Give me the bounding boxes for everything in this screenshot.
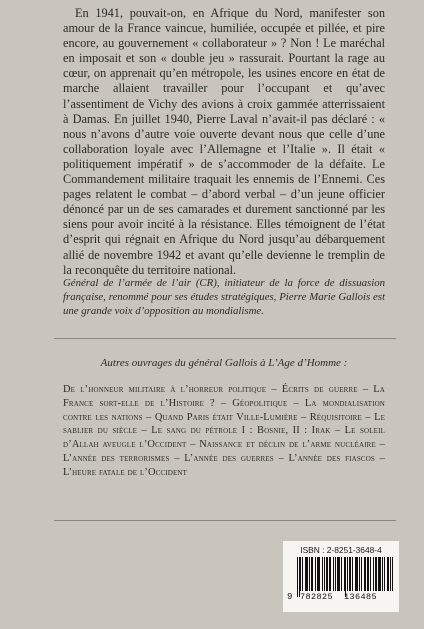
ean-first-digit: 9 (287, 592, 293, 602)
ean-digits-left: 782825 (300, 592, 334, 602)
divider-line-bottom (54, 520, 396, 521)
ean-digits-right: 136485 (344, 592, 378, 602)
divider-line (54, 338, 396, 339)
isbn-text: ISBN : 2-8251-3648-4 (300, 545, 382, 555)
barcode-block (283, 541, 399, 612)
back-cover-blurb (63, 6, 385, 278)
author-bio: Général de l’armée de l’air (CR), initiateur de la force de dissuasion française, renommé pour ses études stratégiques, Pierre Marie Gallois est une grande voix d’opposition au mondialisme. (63, 277, 385, 317)
other-works-heading: Autres ouvrages du général Gallois à L’Age d’Homme : (100, 357, 348, 369)
other-works-list: De l’honneur militaire à l’horreur politique – Écrits de guerre – La France sort-elle de l’Histoire ? – Géopolitique – La mondialisation contre les nations – Quand Paris était Ville-Lumière – Réquisitoire – Le sablier du siècle – Le sang du pétrole I : Bosnie, II : Irak – Le soleil d’Allah aveugle l’Occident – Naissance et déclin de l’arme nucléaire – L’année des terrorismes – L’année des guerres – L’année des fiascos – L’heure fatale de l’Occident (63, 384, 385, 478)
blurb-paragraph: En 1941, pouvait-on, en Afrique du Nord, manifester son amour de la France vaincue, humiliée, occupée et pillée, et pire encore, au gouvernement « collaborateur » ? Non ! Le maréchal en imposait et son « double jeu » rassurait. Pourtant la rage au cœur, on apprenait qu’en métropole, les usines encore en état de marche allaient travailler pour l’occupant et qu’avec l’assentiment de Vichy des avions à croix gammée atterrissaient à Damas. En juillet 1940, Pierre Laval n’avait-il pas déclaré : « nous n’avons d’autre voie ouverte devant nous que celle d’une collaboration loyale avec l’Allemagne et l’Italie ». Il était « politiquement impératif » de s’accommoder de la défaite. Le Commandement militaire traquait les ennemis de l’Ennemi. Ces pages relatent le combat – d’abord verbal – d’un jeune officier dénoncé par un de ses camarades et durement sanctionné par les siens pour avoir incité à la résistance. Elles témoignent de l’état d’esprit qui régnait en Afrique du Nord jusqu’au débarquement allié de novembre 1942 et avant qu’elle devienne le tremplin de la reconquête du territoire national. (63, 6, 385, 277)
barcode-icon (297, 557, 393, 597)
